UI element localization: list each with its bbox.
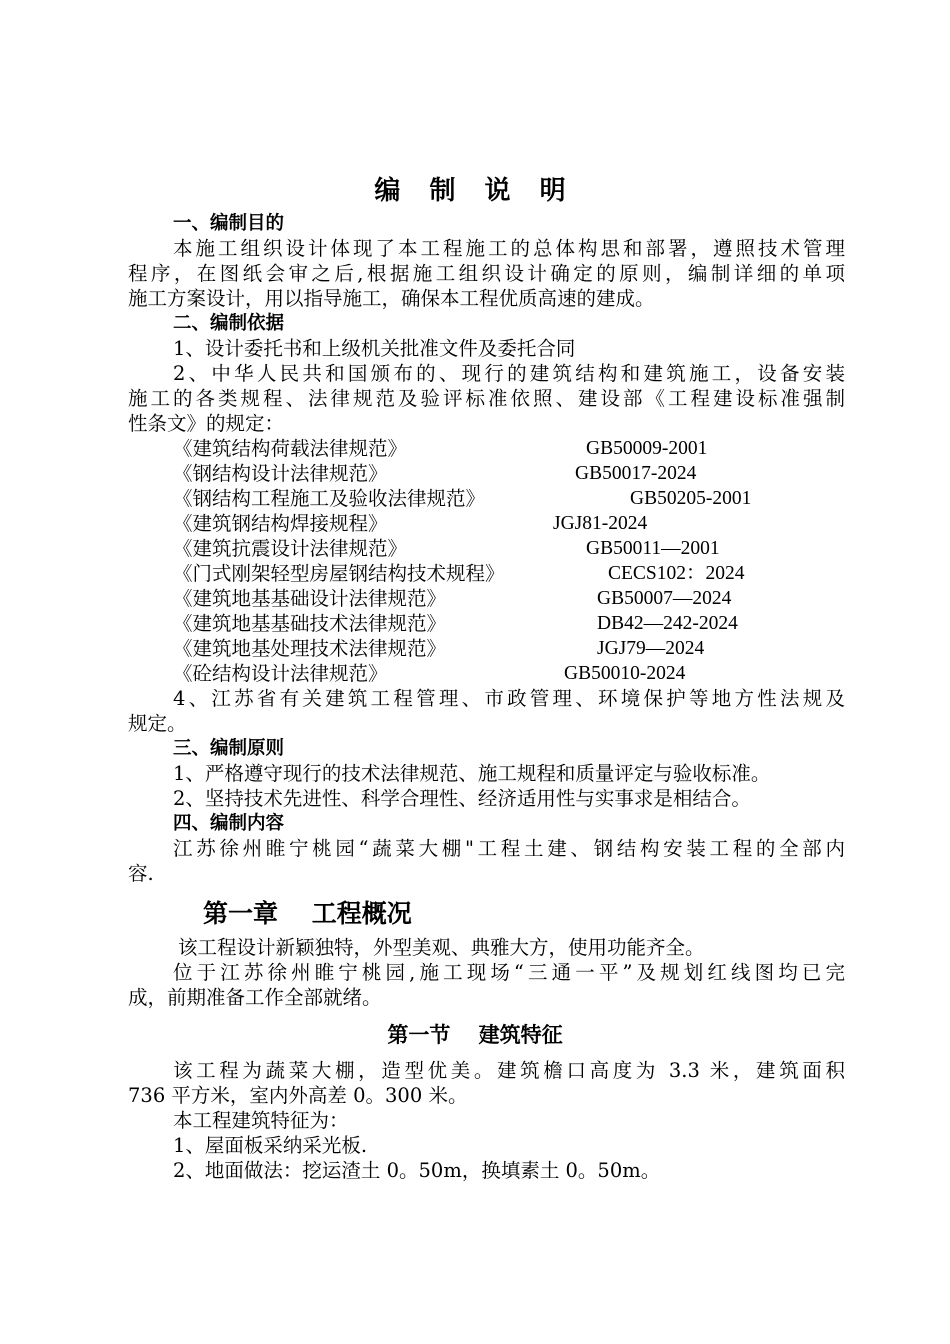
standard-name: 《钢结构工程施工及验收法律规范》 xyxy=(173,487,486,510)
heading-principles: 三、编制原则 xyxy=(173,738,285,759)
paragraph-line: 该工程为蔬菜大棚，造型优美。建筑檐口高度为 3.3 米，建筑面积 xyxy=(173,1059,845,1082)
list-item: 1、屋面板采纳采光板. xyxy=(173,1134,368,1157)
page-title: 编 制 说 明 xyxy=(374,176,576,206)
standard-name: 《建筑地基基础设计法律规范》 xyxy=(173,587,447,610)
standard-code: CECS102：2024 xyxy=(608,563,745,584)
paragraph-line: 736 平方米，室内外高差 0。300 米。 xyxy=(128,1084,468,1107)
paragraph-line: 该工程设计新颖独特，外型美观、典雅大方，使用功能齐全。 xyxy=(178,936,705,959)
list-item: 施工的各类规程、法律规范及验评标准依照、建设部《工程建设标准强制 xyxy=(128,387,845,410)
paragraph-line: 程序，在图纸会审之后,根据施工组织设计确定的原则，编制详细的单项 xyxy=(128,262,845,285)
list-item: 2、中华人民共和国颁布的、现行的建筑结构和建筑施工，设备安装 xyxy=(173,362,845,385)
standard-code: GB50017-2024 xyxy=(575,463,697,484)
list-item: 1、严格遵守现行的技术法律规范、施工规程和质量评定与验收标准。 xyxy=(173,762,771,785)
list-item: 2、地面做法：挖运渣土 0。50m，换填素土 0。50m。 xyxy=(173,1159,661,1182)
section-title: 第一节 建筑特征 xyxy=(387,1023,563,1047)
standard-name: 《建筑地基处理技术法律规范》 xyxy=(173,637,447,660)
list-item: 性条文》的规定： xyxy=(128,412,285,435)
standard-code: GB50007—2024 xyxy=(597,588,732,609)
standard-code: DB42—242-2024 xyxy=(597,613,738,634)
paragraph-line: 容. xyxy=(128,862,154,885)
standard-code: GB50011—2001 xyxy=(586,538,720,559)
heading-content: 四、编制内容 xyxy=(173,813,285,834)
standard-code: JGJ81-2024 xyxy=(553,513,648,534)
paragraph-line: 施工方案设计，用以指导施工，确保本工程优质高速的建成。 xyxy=(128,287,655,310)
standard-code: GB50009-2001 xyxy=(586,438,708,459)
standard-name: 《建筑抗震设计法律规范》 xyxy=(173,537,408,560)
list-item: 2、坚持技术先进性、科学合理性、经济适用性与实事求是相结合。 xyxy=(173,787,751,810)
list-item: 4、江苏省有关建筑工程管理、市政管理、环境保护等地方性法规及 xyxy=(173,687,845,710)
chapter-title: 第一章 工程概况 xyxy=(203,899,412,928)
standard-name: 《建筑地基基础技术法律规范》 xyxy=(173,612,447,635)
standard-code: JGJ79—2024 xyxy=(597,638,705,659)
paragraph-line: 江苏徐州睢宁桃园“蔬菜大棚"工程土建、钢结构安装工程的全部内 xyxy=(173,837,845,860)
standard-name: 《砼结构设计法律规范》 xyxy=(173,662,388,685)
standard-code: GB50205-2001 xyxy=(630,488,752,509)
heading-basis: 二、编制依据 xyxy=(173,313,285,334)
standard-code: GB50010-2024 xyxy=(564,663,686,684)
paragraph-line: 本施工组织设计体现了本工程施工的总体构思和部署，遵照技术管理 xyxy=(173,237,845,260)
standard-name: 《建筑钢结构焊接规程》 xyxy=(173,512,388,535)
standard-name: 《钢结构设计法律规范》 xyxy=(173,462,388,485)
list-item: 1、设计委托书和上级机关批准文件及委托合同 xyxy=(173,337,576,360)
paragraph-line: 本工程建筑特征为： xyxy=(173,1109,349,1132)
heading-purpose: 一、编制目的 xyxy=(173,213,285,234)
paragraph-line: 成，前期准备工作全部就绪。 xyxy=(128,986,382,1009)
list-item: 规定。 xyxy=(128,712,187,735)
paragraph-line: 位于江苏徐州睢宁桃园,施工现场“三通一平”及规划红线图均已完 xyxy=(173,961,845,984)
standard-name: 《门式刚架轻型房屋钢结构技术规程》 xyxy=(173,562,505,585)
standard-name: 《建筑结构荷载法律规范》 xyxy=(173,437,408,460)
